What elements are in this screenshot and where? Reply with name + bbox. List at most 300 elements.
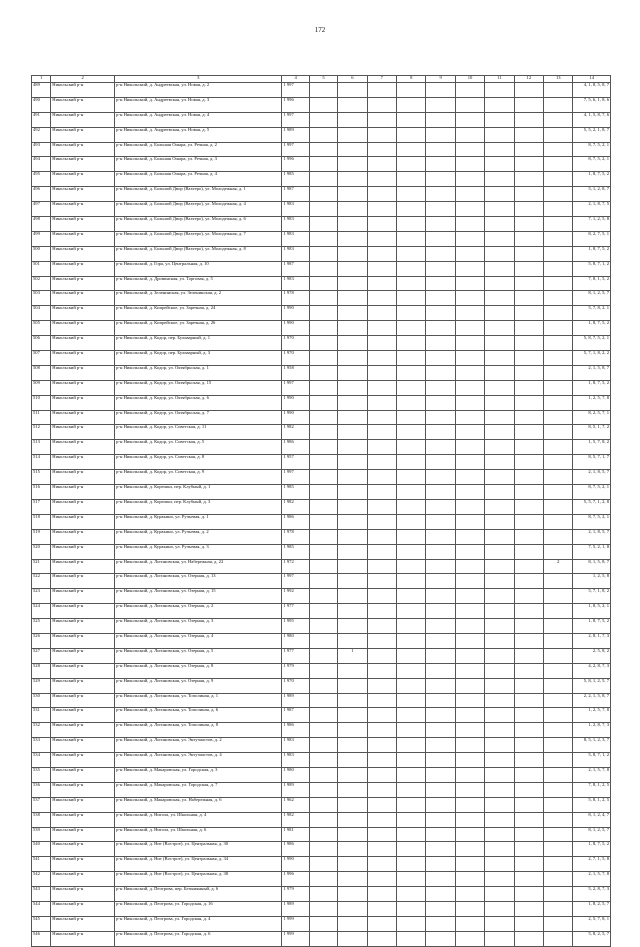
row-cell-col-13: [544, 842, 573, 857]
row-cell-col-10: [455, 157, 484, 172]
row-codes: 1, 2, 5, 7, 8: [573, 708, 611, 723]
row-cell-col-12: [514, 172, 543, 187]
row-cell-col-10: [455, 425, 484, 440]
row-cell-col-7: [367, 529, 396, 544]
row-district: Никольский р-н: [51, 499, 115, 514]
row-codes: 7, 8, 1, 2, 5: [573, 782, 611, 797]
row-codes: 7, 5, 2, 1, 8: [573, 544, 611, 559]
row-cell-col-11: [485, 202, 514, 217]
row-cell-col-11: [485, 931, 514, 946]
row-codes: 4, 2, 8, 7, 3: [573, 663, 611, 678]
row-cell-col-11: [485, 797, 514, 812]
row-year: 1 989: [282, 782, 309, 797]
row-cell-col-10: [455, 306, 484, 321]
row-district: Никольский р-н: [51, 365, 115, 380]
row-cell-col-10: [455, 663, 484, 678]
row-cell-col-13: [544, 619, 573, 634]
row-number: 500: [32, 246, 51, 261]
row-number: 496: [32, 187, 51, 202]
row-number: 542: [32, 872, 51, 887]
row-cell-col-13: [544, 202, 573, 217]
table-row: [32, 425, 611, 440]
column-header-3: 3: [115, 76, 282, 83]
column-header-11: 11: [485, 76, 514, 83]
row-district: Никольский р-н: [51, 827, 115, 842]
row-address: р-н Никольский, д. Логиновская, ул. Энтузиастов, д. 2: [115, 738, 282, 753]
page-number: 172: [314, 26, 326, 34]
row-number: 506: [32, 336, 51, 351]
row-address: р-н Никольский, д. Андреевская, ул. Новая, д. 4: [115, 112, 282, 127]
row-cell-col-6: [338, 395, 367, 410]
row-codes: 5, 8, 7, 1, 2: [573, 261, 611, 276]
row-cell-col-12: [514, 455, 543, 470]
row-cell-col-12: [514, 887, 543, 902]
table-row: [32, 217, 611, 232]
row-number: 512: [32, 425, 51, 440]
table-row: [32, 410, 611, 425]
row-cell-col-10: [455, 276, 484, 291]
row-cell-col-8: [397, 753, 426, 768]
row-cell-col-8: [397, 291, 426, 306]
row-cell-col-6: [338, 782, 367, 797]
row-cell-col-7: [367, 470, 396, 485]
row-year: 1 987: [282, 187, 309, 202]
row-cell-col-6: [338, 931, 367, 946]
row-cell-col-5: [309, 857, 337, 872]
row-year: 1 983: [282, 246, 309, 261]
row-cell-col-10: [455, 291, 484, 306]
row-cell-col-13: [544, 321, 573, 336]
row-cell-col-12: [514, 202, 543, 217]
row-cell-col-8: [397, 276, 426, 291]
row-cell-col-12: [514, 589, 543, 604]
row-cell-col-5: [309, 202, 337, 217]
row-year: 1 972: [282, 559, 309, 574]
row-year: 1 997: [282, 142, 309, 157]
row-cell-col-12: [514, 663, 543, 678]
row-cell-col-12: [514, 246, 543, 261]
row-cell-col-12: [514, 782, 543, 797]
row-cell-col-9: [426, 872, 455, 887]
row-cell-col-5: [309, 380, 337, 395]
row-address: р-н Никольский, д. Пеотрова, ул. Городская, д. 4: [115, 916, 282, 931]
row-cell-col-13: [544, 395, 573, 410]
row-district: Никольский р-н: [51, 97, 115, 112]
row-cell-col-8: [397, 544, 426, 559]
row-cell-col-11: [485, 812, 514, 827]
row-cell-col-13: [544, 455, 573, 470]
table-row: [32, 499, 611, 514]
row-cell-col-10: [455, 455, 484, 470]
row-cell-col-10: [455, 619, 484, 634]
row-cell-col-5: [309, 916, 337, 931]
row-codes: 1, 8, 7, 5, 2: [573, 172, 611, 187]
table-row: [32, 202, 611, 217]
row-cell-col-12: [514, 395, 543, 410]
row-cell-col-5: [309, 529, 337, 544]
row-cell-col-13: [544, 723, 573, 738]
row-cell-col-13: [544, 931, 573, 946]
row-cell-col-9: [426, 187, 455, 202]
row-cell-col-7: [367, 112, 396, 127]
row-cell-col-5: [309, 306, 337, 321]
row-number: 526: [32, 633, 51, 648]
row-number: 528: [32, 663, 51, 678]
row-district: Никольский р-н: [51, 633, 115, 648]
row-cell-col-6: [338, 365, 367, 380]
row-cell-col-6: [338, 157, 367, 172]
row-cell-col-7: [367, 887, 396, 902]
column-header-4: 4: [282, 76, 309, 83]
row-cell-col-11: [485, 693, 514, 708]
table-row: [32, 231, 611, 246]
row-cell-col-7: [367, 425, 396, 440]
row-cell-col-8: [397, 485, 426, 500]
row-cell-col-10: [455, 887, 484, 902]
row-number: 523: [32, 589, 51, 604]
row-district: Никольский р-н: [51, 485, 115, 500]
row-cell-col-5: [309, 351, 337, 366]
row-cell-col-11: [485, 83, 514, 98]
table-row: [32, 485, 611, 500]
row-year: 1 970: [282, 336, 309, 351]
table-row: [32, 514, 611, 529]
row-cell-col-10: [455, 544, 484, 559]
row-cell-col-10: [455, 172, 484, 187]
row-codes: 1, 8, 5, 2, 1: [573, 604, 611, 619]
row-address: р-н Никольский, д. Большая Ошара, ул. Речная, д. 2: [115, 142, 282, 157]
row-address: р-н Никольский, д. Пеотрова, ул. Городская, д. 6: [115, 931, 282, 946]
row-cell-col-8: [397, 708, 426, 723]
row-cell-col-8: [397, 425, 426, 440]
row-number: 516: [32, 485, 51, 500]
row-cell-col-9: [426, 112, 455, 127]
row-cell-col-10: [455, 499, 484, 514]
row-cell-col-8: [397, 589, 426, 604]
row-cell-col-7: [367, 693, 396, 708]
row-cell-col-11: [485, 336, 514, 351]
row-district: Никольский р-н: [51, 351, 115, 366]
row-codes: 5, 2, 8, 7, 3: [573, 887, 611, 902]
row-cell-col-10: [455, 261, 484, 276]
row-cell-col-8: [397, 916, 426, 931]
row-cell-col-11: [485, 589, 514, 604]
row-cell-col-12: [514, 797, 543, 812]
row-cell-col-11: [485, 97, 514, 112]
row-cell-col-12: [514, 485, 543, 500]
row-cell-col-12: [514, 321, 543, 336]
row-cell-col-6: [338, 753, 367, 768]
row-year: 1 990: [282, 857, 309, 872]
row-cell-col-6: [338, 276, 367, 291]
row-cell-col-8: [397, 231, 426, 246]
row-number: 537: [32, 797, 51, 812]
row-cell-col-10: [455, 559, 484, 574]
row-cell-col-8: [397, 97, 426, 112]
row-district: Никольский р-н: [51, 723, 115, 738]
table-row: [32, 842, 611, 857]
table-row: [32, 619, 611, 634]
table-row: [32, 97, 611, 112]
row-address: р-н Никольский, д. Логиновская, ул. Озерная, д. 9: [115, 678, 282, 693]
table-row: [32, 887, 611, 902]
row-cell-col-9: [426, 827, 455, 842]
row-codes: 2, 1, 8, 5, 7: [573, 470, 611, 485]
row-year: 1 997: [282, 112, 309, 127]
row-cell-col-9: [426, 723, 455, 738]
row-cell-col-6: [338, 619, 367, 634]
row-cell-col-9: [426, 231, 455, 246]
row-number: 545: [32, 916, 51, 931]
row-address: р-н Никольский, д. Большой Двор (Вахтеро), ул. Молодежная, д. 8: [115, 246, 282, 261]
row-year: 1 987: [282, 708, 309, 723]
row-cell-col-8: [397, 738, 426, 753]
row-cell-col-9: [426, 619, 455, 634]
column-header-7: 7: [367, 76, 396, 83]
row-number: 518: [32, 514, 51, 529]
row-cell-col-11: [485, 172, 514, 187]
row-district: Никольский р-н: [51, 901, 115, 916]
row-cell-col-9: [426, 693, 455, 708]
row-cell-col-11: [485, 395, 514, 410]
row-cell-col-11: [485, 633, 514, 648]
row-codes: 5, 8, 1, 2, 5, 7: [573, 678, 611, 693]
row-cell-col-12: [514, 767, 543, 782]
row-district: Никольский р-н: [51, 887, 115, 902]
row-cell-col-5: [309, 901, 337, 916]
row-cell-col-12: [514, 351, 543, 366]
row-cell-col-5: [309, 827, 337, 842]
row-cell-col-8: [397, 857, 426, 872]
row-number: 511: [32, 410, 51, 425]
table-row: [32, 470, 611, 485]
row-cell-col-10: [455, 112, 484, 127]
row-cell-col-13: [544, 574, 573, 589]
row-cell-col-10: [455, 142, 484, 157]
row-cell-col-8: [397, 901, 426, 916]
row-cell-col-8: [397, 812, 426, 827]
row-cell-col-9: [426, 470, 455, 485]
row-number: 527: [32, 648, 51, 663]
row-district: Никольский р-н: [51, 291, 115, 306]
row-cell-col-7: [367, 217, 396, 232]
row-address: р-н Никольский, д. Нит (Вострое), ул. Центральная, д. 30: [115, 842, 282, 857]
row-cell-col-7: [367, 142, 396, 157]
row-cell-col-13: [544, 231, 573, 246]
row-codes: 8, 1, 2, 4, 7: [573, 812, 611, 827]
row-cell-col-9: [426, 336, 455, 351]
row-year: 1 996: [282, 97, 309, 112]
row-codes: 8, 5, 1, 7, 2: [573, 425, 611, 440]
row-cell-col-11: [485, 559, 514, 574]
row-cell-col-8: [397, 574, 426, 589]
row-cell-col-5: [309, 514, 337, 529]
row-codes: 2, 1, 5, 7, 8: [573, 872, 611, 887]
row-number: 490: [32, 97, 51, 112]
row-cell-col-5: [309, 440, 337, 455]
table-row: [32, 321, 611, 336]
row-cell-col-5: [309, 246, 337, 261]
row-cell-col-8: [397, 365, 426, 380]
row-district: Никольский р-н: [51, 306, 115, 321]
row-codes: 1, 5, 7, 8, 2: [573, 440, 611, 455]
row-year: 1 979: [282, 663, 309, 678]
row-year: 1 980: [282, 767, 309, 782]
row-codes: 7, 1, 2, 5, 8: [573, 217, 611, 232]
row-cell-col-9: [426, 708, 455, 723]
row-cell-col-6: [338, 83, 367, 98]
row-cell-col-5: [309, 217, 337, 232]
row-cell-col-6: [338, 663, 367, 678]
row-district: Никольский р-н: [51, 678, 115, 693]
row-address: р-н Никольский, д. Большая Ошара, ул. Речная, д. 3: [115, 157, 282, 172]
row-address: р-н Никольский, д. Логиновская, ул. Тополиная, д. 8: [115, 723, 282, 738]
row-number: 521: [32, 559, 51, 574]
row-number: 514: [32, 455, 51, 470]
row-address: р-н Никольский, д. Кодор, ул. Октябрьская, д. 15: [115, 380, 282, 395]
table-row: [32, 931, 611, 946]
row-cell-col-8: [397, 83, 426, 98]
row-cell-col-11: [485, 306, 514, 321]
row-address: р-н Никольский, д. Логиновская, ул. Озерная, д. 5: [115, 648, 282, 663]
row-cell-col-6: [338, 351, 367, 366]
column-header-6: 6: [338, 76, 367, 83]
row-cell-col-5: [309, 127, 337, 142]
row-cell-col-8: [397, 440, 426, 455]
row-codes: 2, 5, 8, 2: [573, 648, 611, 663]
row-district: Никольский р-н: [51, 767, 115, 782]
row-year: 1 977: [282, 648, 309, 663]
row-cell-col-13: [544, 797, 573, 812]
row-address: р-н Никольский, д. Куракино, ул. Ручьевая, д. 2: [115, 529, 282, 544]
row-codes: 2, 7, 1, 5, 8: [573, 857, 611, 872]
row-cell-col-11: [485, 604, 514, 619]
row-cell-col-5: [309, 336, 337, 351]
row-cell-col-10: [455, 916, 484, 931]
row-address: р-н Никольский, д. Логиновская, ул. Тополиная, д. 6: [115, 708, 282, 723]
row-number: 495: [32, 172, 51, 187]
row-year: 1 989: [282, 127, 309, 142]
row-cell-col-8: [397, 246, 426, 261]
row-cell-col-10: [455, 217, 484, 232]
row-cell-col-11: [485, 544, 514, 559]
row-cell-col-8: [397, 827, 426, 842]
row-cell-col-9: [426, 916, 455, 931]
header-row: [32, 76, 611, 83]
row-cell-col-6: [338, 231, 367, 246]
row-cell-col-6: [338, 142, 367, 157]
row-cell-col-10: [455, 648, 484, 663]
row-cell-col-11: [485, 916, 514, 931]
row-cell-col-9: [426, 589, 455, 604]
row-cell-col-9: [426, 604, 455, 619]
row-cell-col-8: [397, 559, 426, 574]
row-cell-col-6: [338, 425, 367, 440]
row-number: 541: [32, 857, 51, 872]
row-cell-col-9: [426, 857, 455, 872]
row-district: Никольский р-н: [51, 336, 115, 351]
row-codes: 1, 8, 2, 5, 7: [573, 901, 611, 916]
row-cell-col-9: [426, 887, 455, 902]
row-cell-col-8: [397, 157, 426, 172]
row-year: 1 997: [282, 83, 309, 98]
row-cell-col-11: [485, 470, 514, 485]
row-cell-col-7: [367, 589, 396, 604]
row-cell-col-9: [426, 440, 455, 455]
row-cell-col-10: [455, 738, 484, 753]
row-address: р-н Никольский, д. Дровинская, ул. Торговая, д. 5: [115, 276, 282, 291]
row-address: р-н Никольский, д. Куракино, ул. Ручьевая, д. 1: [115, 514, 282, 529]
row-cell-col-13: [544, 217, 573, 232]
row-cell-col-6: [338, 246, 367, 261]
row-cell-col-6: [338, 842, 367, 857]
row-cell-col-5: [309, 693, 337, 708]
row-cell-col-13: [544, 693, 573, 708]
row-cell-col-6: [338, 589, 367, 604]
row-cell-col-5: [309, 321, 337, 336]
row-number: 508: [32, 365, 51, 380]
row-district: Никольский р-н: [51, 410, 115, 425]
row-number: 524: [32, 604, 51, 619]
row-codes: 1, 8, 7, 5, 2: [573, 842, 611, 857]
row-cell-col-7: [367, 440, 396, 455]
row-cell-col-8: [397, 633, 426, 648]
row-district: Никольский р-н: [51, 663, 115, 678]
row-number: 536: [32, 782, 51, 797]
row-cell-col-12: [514, 380, 543, 395]
row-cell-col-10: [455, 365, 484, 380]
row-cell-col-6: 1: [338, 648, 367, 663]
row-cell-col-7: [367, 157, 396, 172]
row-cell-col-11: [485, 782, 514, 797]
row-codes: 1, 8, 7, 5, 2: [573, 321, 611, 336]
row-cell-col-11: [485, 485, 514, 500]
row-cell-col-13: [544, 440, 573, 455]
row-cell-col-9: [426, 351, 455, 366]
row-cell-col-10: [455, 187, 484, 202]
row-cell-col-7: [367, 723, 396, 738]
row-cell-col-12: [514, 440, 543, 455]
row-number: 535: [32, 767, 51, 782]
row-cell-col-8: [397, 604, 426, 619]
row-cell-col-12: [514, 514, 543, 529]
row-cell-col-12: [514, 857, 543, 872]
row-address: р-н Никольский, д. Кодор, ул. Советская, д. 11: [115, 425, 282, 440]
row-cell-col-12: [514, 529, 543, 544]
row-cell-col-7: [367, 514, 396, 529]
row-cell-col-7: [367, 127, 396, 142]
row-cell-col-11: [485, 321, 514, 336]
row-cell-col-13: [544, 365, 573, 380]
table-row: [32, 351, 611, 366]
row-cell-col-6: [338, 916, 367, 931]
row-cell-col-10: [455, 827, 484, 842]
row-address: р-н Никольский, д. Нит (Вострое), ул. Центральная, д. 38: [115, 872, 282, 887]
table-row: [32, 172, 611, 187]
row-cell-col-6: [338, 559, 367, 574]
row-district: Никольский р-н: [51, 529, 115, 544]
row-codes: 5, 7, 8, 2, 1: [573, 306, 611, 321]
row-cell-col-7: [367, 782, 396, 797]
row-codes: 8, 1, 2, 5, 7: [573, 827, 611, 842]
row-address: р-н Никольский, д. Гора, ул. Центральная, д. 10: [115, 261, 282, 276]
row-cell-col-9: [426, 410, 455, 425]
row-number: 505: [32, 321, 51, 336]
table-row: [32, 782, 611, 797]
row-cell-col-6: [338, 410, 367, 425]
row-cell-col-12: [514, 916, 543, 931]
row-cell-col-11: [485, 678, 514, 693]
